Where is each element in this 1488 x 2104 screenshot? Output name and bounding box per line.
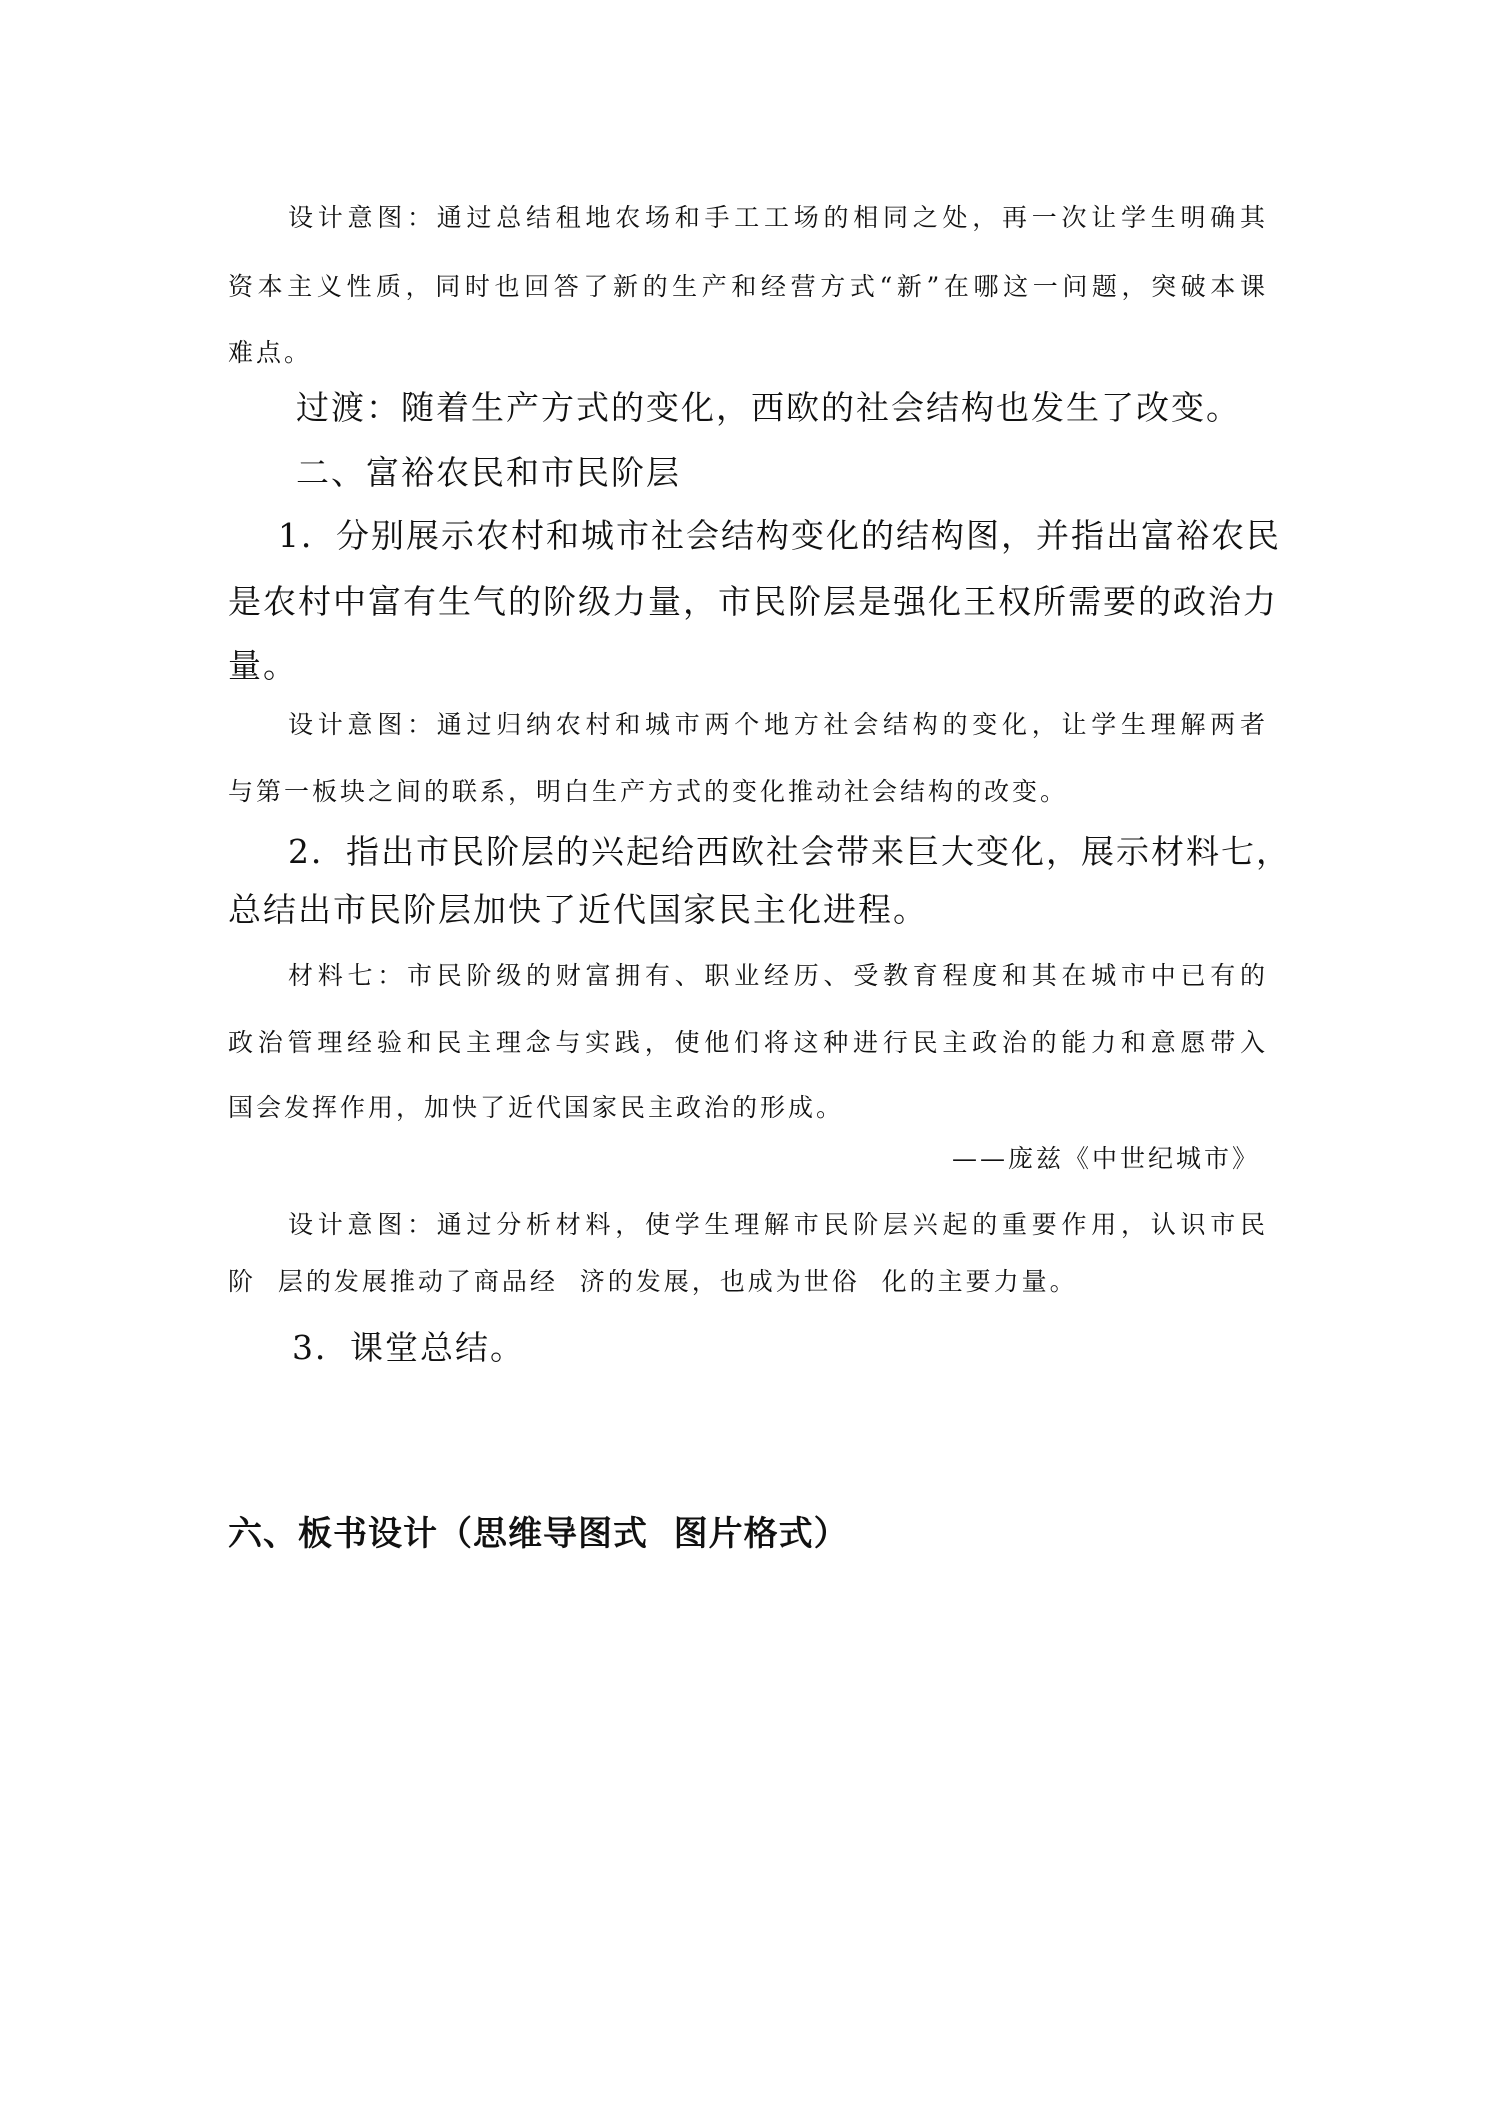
transition-text: 过渡：随着生产方式的变化，西欧的社会结构也发生了改变。	[296, 388, 1241, 427]
section-two-title: 二、富裕农民和市民阶层	[296, 453, 681, 492]
design-intent-1-line-1: 设计意图：通过总结租地农场和手工工场的相同之处，再一次让学生明确其	[288, 203, 1268, 232]
design-intent-1-line-2: 资本主义性质，同时也回答了新的生产和经营方式“新”在哪这一问题，突破本课	[228, 272, 1268, 301]
section-six-title: 六、板书设计（思维导图式 图片格式）	[228, 1514, 849, 1554]
design-intent-2-line-2: 与第一板块之间的联系，明白生产方式的变化推动社会结构的改变。	[228, 777, 1069, 806]
material-7-line-3: 国会发挥作用，加快了近代国家民主政治的形成。	[228, 1093, 845, 1122]
point-1-line-3: 量。	[228, 646, 298, 685]
design-intent-3-line-2: 阶 层的发展推动了商品经 济的发展，也成为世俗 化的主要力量。	[228, 1267, 1078, 1296]
material-7-line-2: 政治管理经验和民主理念与实践，使他们将这种进行民主政治的能力和意愿带入	[228, 1028, 1268, 1057]
point-2-line-1: 2．指出市民阶层的兴起给西欧社会带来巨大变化，展示材料七，	[288, 832, 1291, 871]
point-2-line-2: 总结出市民阶层加快了近代国家民主化进程。	[228, 890, 928, 929]
material-7-line-1: 材料七：市民阶级的财富拥有、职业经历、受教育程度和其在城市中已有的	[288, 961, 1268, 990]
design-intent-3-line-1: 设计意图：通过分析材料，使学生理解市民阶层兴起的重要作用，认识市民	[288, 1210, 1268, 1239]
point-3-class-summary: 3．课堂总结。	[292, 1328, 525, 1367]
design-intent-1-line-3: 难点。	[228, 338, 313, 367]
design-intent-2-line-1: 设计意图：通过归纳农村和城市两个地方社会结构的变化，让学生理解两者	[288, 710, 1268, 739]
point-1-line-2: 是农村中富有生气的阶级力量，市民阶层是强化王权所需要的政治力	[228, 582, 1278, 621]
material-7-source: ——庞兹《中世纪城市》	[951, 1144, 1260, 1173]
point-1-line-1: 1．分别展示农村和城市社会结构变化的结构图，并指出富裕农民	[278, 516, 1281, 555]
